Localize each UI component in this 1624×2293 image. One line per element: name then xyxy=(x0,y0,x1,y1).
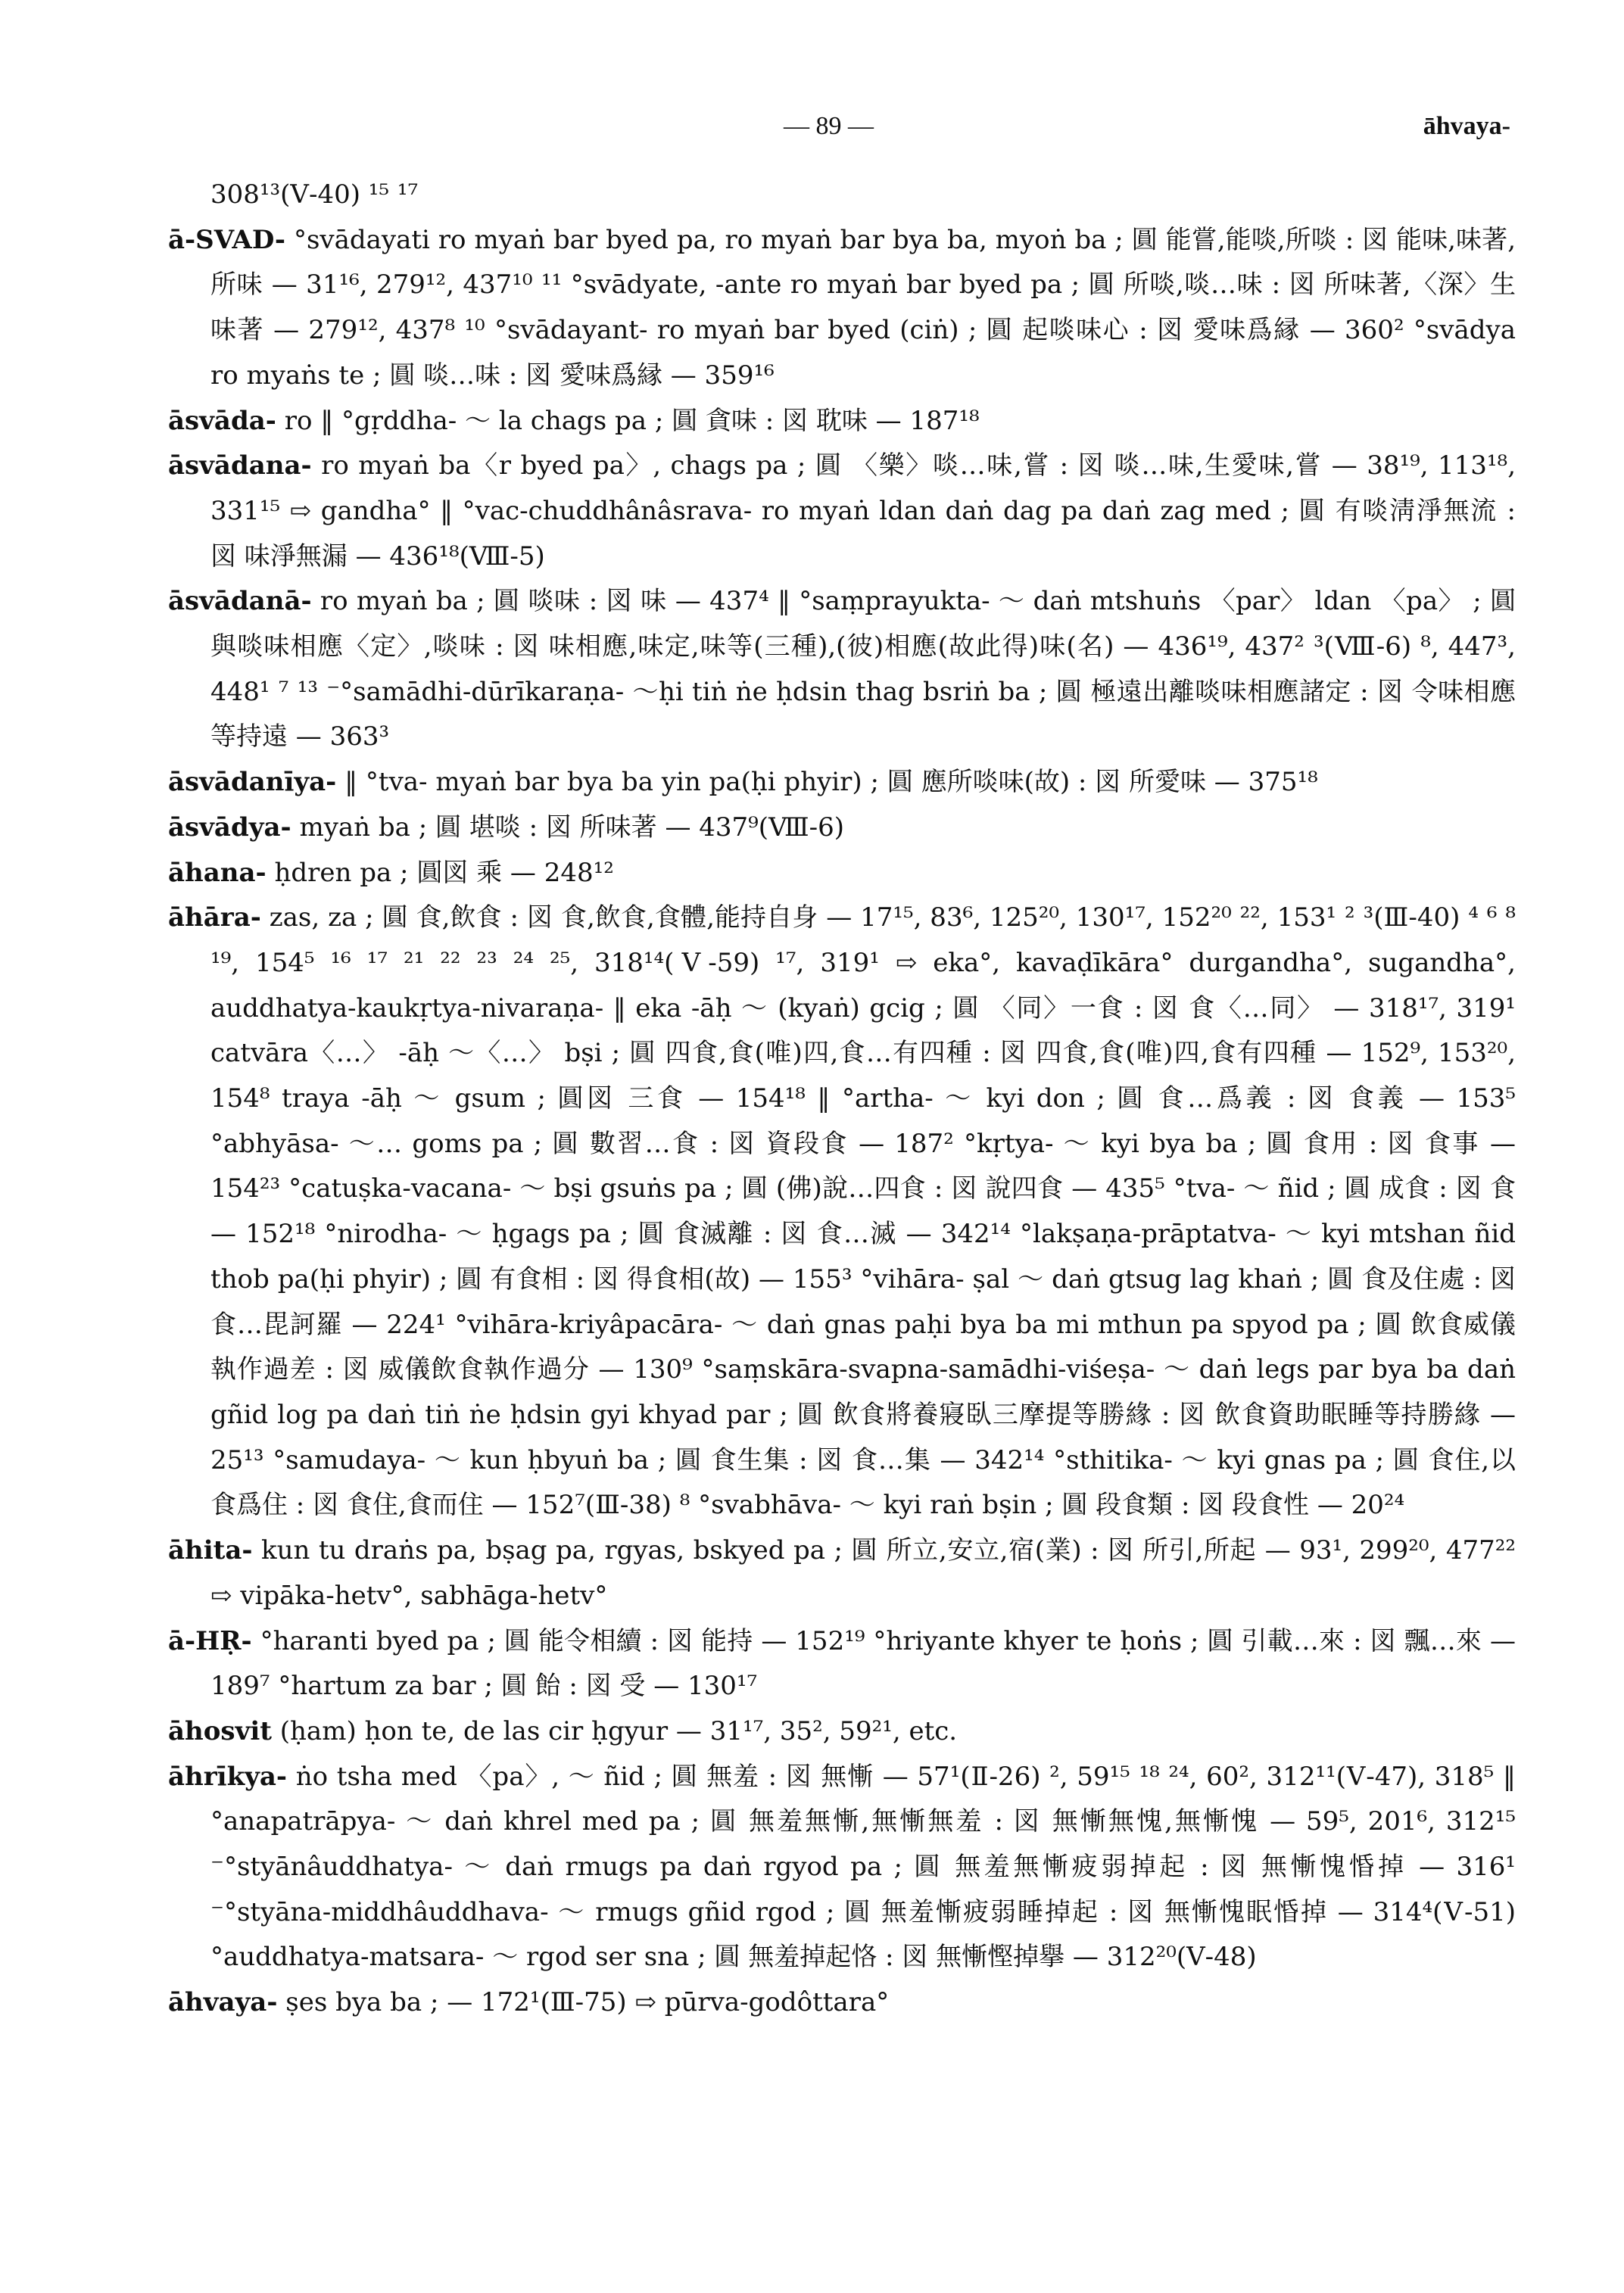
headword: āhvaya- xyxy=(168,1987,278,2018)
headword: ā-HṚ- xyxy=(168,1625,252,1656)
entry-text: 308¹³(Ⅴ-40) ¹⁵ ¹⁷ xyxy=(210,179,419,210)
entry-text: ḥdren pa ; 圓図 乘 — 248¹² xyxy=(274,857,614,888)
entry-text: °haranti byed pa ; 圓 能令相續 : 図 能持 — 152¹⁹ °hriyante khyer te ḥoṅs ; 圓 引載…來 : 図 飄…來 — 189⁷ °hartum za bar ; 圓 飴 : 図 受 — 130¹⁷ xyxy=(210,1625,1516,1702)
headword: āhosvit xyxy=(168,1715,272,1746)
dictionary-entry xyxy=(168,444,1516,579)
headword: āhana- xyxy=(168,857,267,888)
entry-text: kun tu draṅs pa, bṣag pa, rgyas, bskyed pa ; 圓 所立,安立,宿(業) : 図 所引,所起 — 93¹, 299²⁰, 477²² ⇨ vipāka-hetv°, sabhāga-hetv° xyxy=(210,1535,1516,1611)
dictionary-entry xyxy=(168,1709,1516,1755)
dictionary-entry xyxy=(168,1528,1516,1618)
headword: āsvāda- xyxy=(168,405,276,436)
headword: āhita- xyxy=(168,1535,253,1566)
entry-text: ro myaṅ ba〈r byed pa〉, chags pa ; 圓 〈樂〉啖…味,嘗 : 図 啖…味,生愛味,嘗 — 38¹⁹, 113¹⁸, 331¹⁵ ⇨ gandha° ‖ °vac-chuddhânâsrava- ro myaṅ ldan daṅ dag pa daṅ zag med ; 圓 有啖淸淨無流 : 図 味淨無漏 — 436¹⁸(Ⅷ-5) xyxy=(210,450,1516,572)
dictionary-entry xyxy=(168,1980,1516,2026)
entry-text: (ḥam) ḥon te, de las cir ḥgyur — 31¹⁷, 35², 59²¹, etc. xyxy=(279,1715,958,1746)
dictionary-entry xyxy=(168,760,1516,805)
page-number: — 89 — xyxy=(784,112,874,140)
dictionary-entry xyxy=(168,805,1516,851)
entry-text: myaṅ ba ; 圓 堪啖 : 図 所味著 — 437⁹(Ⅷ-6) xyxy=(299,812,845,843)
entry-text: zas, za ; 圓 食,飲食 : 図 食,飲食,食體,能持自身 — 17¹⁵, 83⁶, 125²⁰, 130¹⁷, 152²⁰ ²², 153¹ ² ³(Ⅲ-40) ⁴ ⁶ ⁸ ¹⁹, 154⁵ ¹⁶ ¹⁷ ²¹ ²² ²³ ²⁴ ²⁵, 318¹⁴(Ⅴ-59) ¹⁷, 319¹ ⇨ eka°, kavaḍīkāra° durgandha°, sugandha°, auddhatya-kaukṛtya-nivaraṇa- ‖ eka -āḥ ～ (kyaṅ) gcig ; 圓 〈同〉一食 : 図 食〈…同〉 — 318¹⁷, 319¹ catvāra〈…〉 -āḥ ～〈…〉 bṣi ; 圓 四食,食(唯)四,食…有四種 : 図 四食,食(唯)四,食有四種 — 152⁹, 153²⁰, 154⁸ traya -āḥ ～ gsum ; 圓図 三食 — 154¹⁸ ‖ °artha- ～ kyi don ; 圓 食…爲義 : 図 食義 — 153⁵ °abhyāsa- ～… goms pa ; 圓 數習…食 : 図 資段食 — 187² °kṛtya- ～ kyi bya ba ; 圓 食用 : 図 食事 — 154²³ °catuṣka-vacana- ～ bṣi gsuṅs pa ; 圓 (佛)說…四食 : 図 說四食 — 435⁵ °tva- ～ ñid ; 圓 成食 : 図 食 — 152¹⁸ °nirodha- ～ ḥgags pa ; 圓 食滅離 : 図 食…滅 — 342¹⁴ °lakṣaṇa-prāptatva- ～ kyi mtshan ñid thob pa(ḥi phyir) ; 圓 有食相 : 図 得食相(故) — 155³ °vihāra- ṣal ～ daṅ gtsug lag khaṅ ; 圓 食及住處 : 図 食…毘訶羅 — 224¹ °vihāra-kriyâpacāra- ～ daṅ gnas paḥi bya ba mi mthun pa spyod pa ; 圓 飲食威儀執作過差 : 図 威儀飲食執作過分 — 130⁹ °saṃskāra-svapna-samādhi-viśeṣa- ～ daṅ legs par bya ba daṅ gñid log pa daṅ tiṅ ṅe ḥdsin gyi khyad par ; 圓 飲食將養寢臥三摩提等勝緣 : 図 飲食資助眠睡等持勝緣 — 25¹³ °samudaya- ～ kun ḥbyuṅ ba ; 圓 食生集 : 図 食…集 — 342¹⁴ °sthitika- ～ kyi gnas pa ; 圓 食住,以食爲住 : 図 食住,食而住 — 152⁷(Ⅲ-38) ⁸ °svabhāva- ～ kyi raṅ bṣin ; 圓 段食類 : 図 段食性 — 20²⁴ xyxy=(210,902,1516,1521)
running-head: āhvaya- xyxy=(1423,112,1510,140)
dictionary-entry xyxy=(168,851,1516,896)
dictionary-entry xyxy=(168,399,1516,444)
headword: āhāra- xyxy=(168,902,261,933)
dictionary-entry xyxy=(168,173,1516,218)
entry-text: ṣes bya ba ; — 172¹(Ⅲ-75) ⇨ pūrva-godôttara° xyxy=(285,1987,890,2018)
entry-text: °svādayati ro myaṅ bar byed pa, ro myaṅ bar bya ba, myoṅ ba ; 圓 能嘗,能啖,所啖 : 図 能味,味著,所味 — 31¹⁶, 279¹², 437¹⁰ ¹¹ °svādyate, -ante ro myaṅ bar byed pa ; 圓 所啖,啖…味 : 図 所味著,〈深〉生味著 — 279¹², 437⁸ ¹⁰ °svādayant- ro myaṅ bar byed (ciṅ) ; 圓 起啖味心 : 図 愛味爲縁 — 360² °svādya ro myaṅs te ; 圓 啖…味 : 図 愛味爲縁 — 359¹⁶ xyxy=(210,224,1516,391)
headword: āsvādanā- xyxy=(168,586,312,617)
entry-text: ro myaṅ ba ; 圓 啖味 : 図 味 — 437⁴ ‖ °saṃprayukta- ～ daṅ mtshuṅs 〈par〉 ldan 〈pa〉 ; 圓 與啖味相應〈定〉,啖味 : 図 味相應,味定,味等(三種),(彼)相應(故此得)味(名) — 436¹⁹, 437² ³(Ⅷ-6) ⁸, 447³, 448¹ ⁷ ¹³ ⁻°samādhi-dūrīkaraṇa- ～ḥi tiṅ ṅe ḥdsin thag bsriṅ ba ; 圓 極遠出離啖味相應諸定 : 図 令味相應等持遠 — 363³ xyxy=(210,586,1516,752)
headword: āsvādya- xyxy=(168,812,291,843)
dictionary-entry xyxy=(168,579,1516,760)
entry-text: ‖ °tva- myaṅ bar bya ba yin pa(ḥi phyir) ; 圓 應所啖味(故) : 図 所愛味 — 375¹⁸ xyxy=(344,767,1318,798)
headword: ā-SVAD- xyxy=(168,224,286,255)
entry-list xyxy=(168,173,1516,2026)
dictionary-entry xyxy=(168,1755,1516,1981)
dictionary-entry xyxy=(168,896,1516,1528)
dictionary-entry xyxy=(168,218,1516,399)
dictionary-entry xyxy=(168,1619,1516,1709)
entry-text: ṅo tsha med 〈pa〉, ～ ñid ; 圓 無羞 : 図 無慚 — 57¹(Ⅱ-26) ², 59¹⁵ ¹⁸ ²⁴, 60², 312¹¹(Ⅴ-47), 318⁵ ‖ °anapatrāpya- ～ daṅ khrel med pa ; 圓 無羞無慚,無慚無羞 : 図 無慚無愧,無慚愧 — 59⁵, 201⁶, 312¹⁵ ⁻°styānâuddhatya- ～ daṅ rmugs pa daṅ rgyod pa ; 圓 無羞無慚疲弱掉起 : 図 無慚愧惛掉 — 316¹ ⁻°styāna-middhâuddhava- ～ rmugs gñid rgod ; 圓 無羞慚疲弱睡掉起 : 図 無慚愧眠惛掉 — 314⁴(Ⅴ-51) °auddhatya-matsara- ～ rgod ser sna ; 圓 無羞掉起恪 : 図 無慚慳掉擧 — 312²⁰(Ⅴ-48) xyxy=(210,1761,1516,1973)
headword: āsvādanīya- xyxy=(168,767,337,798)
headword: āsvādana- xyxy=(168,450,312,481)
entry-text: ro ‖ °gṛddha- ～ la chags pa ; 圓 貪味 : 図 耽味 — 187¹⁸ xyxy=(284,405,980,436)
headword: āhrīkya- xyxy=(168,1761,288,1792)
